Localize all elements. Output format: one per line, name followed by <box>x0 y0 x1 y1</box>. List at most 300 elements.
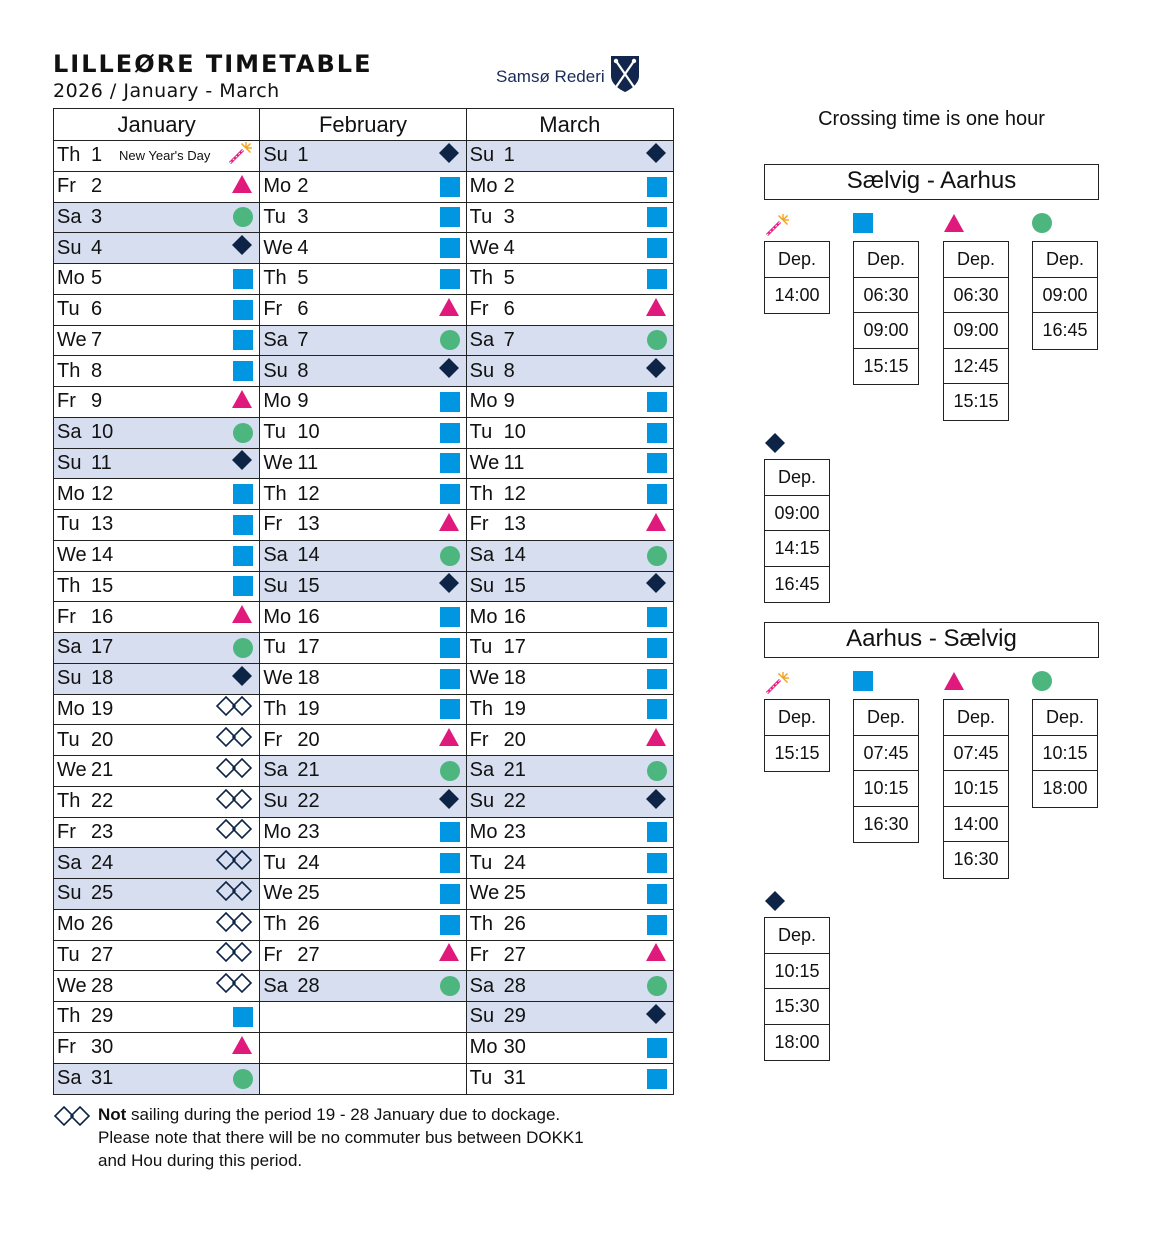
departure-table <box>764 699 830 772</box>
calendar-day-row <box>54 1002 259 1033</box>
schedule-symbol <box>647 484 667 504</box>
day-number: 29 <box>91 1005 114 1028</box>
schedule-symbol <box>647 761 667 781</box>
weekday-label: Th <box>57 790 81 813</box>
calendar-day-row <box>54 572 259 603</box>
weekday-label: Fr <box>57 605 76 628</box>
day-number: 20 <box>91 728 114 751</box>
schedule-symbol <box>647 853 667 873</box>
circle-icon <box>647 976 667 996</box>
day-number: 9 <box>297 390 309 413</box>
calendar-day-row <box>260 356 465 387</box>
weekday-label: We <box>469 236 500 259</box>
day-number: 18 <box>503 667 526 690</box>
weekday-label: Th <box>469 482 493 505</box>
day-number: 26 <box>91 913 114 936</box>
schedule-symbol <box>233 1069 253 1089</box>
calendar-day-row <box>467 418 673 449</box>
circle-icon <box>440 546 460 566</box>
departure-header: Dep. <box>854 700 918 736</box>
schedule-symbol <box>233 638 253 658</box>
route-symbol <box>853 671 873 696</box>
schedule-symbol <box>440 699 460 719</box>
triangle-icon <box>943 220 965 237</box>
schedule-symbol <box>233 300 253 320</box>
weekday-label: Mo <box>57 267 85 290</box>
square-icon <box>647 1069 667 1089</box>
weekday-label: We <box>469 882 500 905</box>
day-number: 1 <box>297 144 309 167</box>
schedule-symbol <box>645 727 667 753</box>
schedule-symbol <box>440 484 460 504</box>
day-number: 17 <box>503 636 526 659</box>
calendar-day-row <box>260 1002 465 1033</box>
weekday-label: Tu <box>469 1067 493 1090</box>
calendar-day-row <box>260 264 465 295</box>
day-number: 11 <box>503 451 525 474</box>
weekday-label: Su <box>469 144 495 167</box>
departure-time: 09:00 <box>765 496 829 532</box>
weekday-label: Th <box>263 482 287 505</box>
diamond-icon <box>645 357 667 385</box>
calendar-day-row <box>54 725 259 756</box>
day-number: 2 <box>91 175 103 198</box>
weekday-label: Sa <box>57 851 82 874</box>
no-sailing-icon <box>215 880 253 908</box>
departure-time: 07:45 <box>854 736 918 772</box>
calendar-day-row <box>260 449 465 480</box>
diamond-icon <box>438 572 460 600</box>
calendar-day-row <box>54 264 259 295</box>
calendar-day-row <box>54 295 259 326</box>
schedule-symbol <box>647 546 667 566</box>
schedule-symbol <box>647 699 667 719</box>
square-icon <box>440 269 460 289</box>
calendar-day-row <box>54 387 259 418</box>
departure-time: 16:30 <box>953 849 999 869</box>
calendar-day-row <box>467 879 673 910</box>
departure-table <box>1032 241 1098 350</box>
weekday-label: Mo <box>469 605 498 628</box>
square-icon <box>440 177 460 197</box>
square-icon <box>440 853 460 873</box>
page-subtitle: 2026 / January - March <box>53 80 280 102</box>
schedule-symbol <box>215 972 253 1000</box>
calendar-day-row <box>54 449 259 480</box>
departure-header: Dep. <box>765 242 829 278</box>
calendar-day-row <box>260 664 465 695</box>
square-icon <box>233 484 253 504</box>
day-number: 12 <box>503 482 526 505</box>
schedule-symbol <box>440 238 460 258</box>
departure-time: 16:30 <box>863 813 909 834</box>
calendar-columns <box>54 141 673 1094</box>
departure-time: 12:45 <box>944 349 1008 385</box>
weekday-label: Su <box>57 236 82 259</box>
square-icon <box>647 177 667 197</box>
no-sailing-icon <box>215 941 253 969</box>
departure-header: Dep. <box>765 700 829 736</box>
circle-icon <box>233 638 253 658</box>
weekday-label: Sa <box>469 974 495 997</box>
diamond-icon <box>645 788 667 816</box>
day-number: 27 <box>91 943 114 966</box>
day-number: 18 <box>297 667 320 690</box>
month-column-january <box>54 141 260 1094</box>
calendar-day-row <box>260 725 465 756</box>
schedule-symbol <box>440 269 460 289</box>
schedule-symbol <box>645 572 667 600</box>
calendar-day-row <box>54 910 259 941</box>
diamond-icon <box>764 899 786 916</box>
calendar-day-row <box>467 695 673 726</box>
calendar-day-row <box>467 387 673 418</box>
weekday-label: We <box>57 974 87 997</box>
weekday-label: Su <box>469 790 495 813</box>
day-number: 3 <box>297 205 309 228</box>
weekday-label: Th <box>57 1005 81 1028</box>
departure-header: Dep. <box>1033 242 1097 278</box>
calendar-day-row <box>260 695 465 726</box>
day-number: 24 <box>297 851 320 874</box>
departure-time: 06:30 <box>854 278 918 314</box>
schedule-symbol <box>647 822 667 842</box>
weekday-label: Mo <box>263 820 292 843</box>
route-header: Sælvig - Aarhus <box>764 164 1099 200</box>
calendar-day-row <box>260 203 465 234</box>
weekday-label: Su <box>263 790 288 813</box>
no-sailing-icon <box>215 849 253 877</box>
day-number: 22 <box>91 790 114 813</box>
schedule-symbol <box>647 207 667 227</box>
day-number: 19 <box>503 697 526 720</box>
calendar-day-row <box>467 449 673 480</box>
calendar-day-row <box>260 233 465 264</box>
calendar-day-row <box>467 787 673 818</box>
schedule-symbol <box>438 727 460 753</box>
weekday-label: Mo <box>263 390 292 413</box>
day-number: 6 <box>297 298 309 321</box>
triangle-icon <box>943 678 965 695</box>
day-number: 7 <box>91 328 103 351</box>
diamond-icon <box>438 788 460 816</box>
day-number: 4 <box>297 236 309 259</box>
schedule-symbol <box>440 638 460 658</box>
weekday-label: Mo <box>57 482 85 505</box>
calendar-day-row <box>54 879 259 910</box>
calendar-day-row <box>467 910 673 941</box>
day-number: 11 <box>91 451 112 474</box>
schedule-symbol <box>231 234 253 262</box>
logo-text: Samsø Rederi <box>496 67 605 86</box>
schedule-symbol <box>645 297 667 323</box>
schedule-symbol <box>215 941 253 969</box>
weekday-label: Tu <box>57 298 80 321</box>
route-symbol <box>764 671 790 700</box>
day-number: 15 <box>503 574 526 597</box>
circle-icon <box>233 207 253 227</box>
schedule-symbol <box>645 512 667 538</box>
weekday-label: Mo <box>469 820 498 843</box>
weekday-label: Mo <box>263 605 292 628</box>
weekday-label: Sa <box>469 328 495 351</box>
calendar-day-row <box>260 971 465 1002</box>
day-number: 2 <box>503 175 515 198</box>
day-number: 21 <box>297 759 320 782</box>
schedule-symbol <box>440 884 460 904</box>
departure-time: 07:45 <box>944 736 1008 772</box>
schedule-symbol <box>647 392 667 412</box>
square-icon <box>647 392 667 412</box>
schedule-symbol <box>647 453 667 473</box>
schedule-symbol <box>440 669 460 689</box>
schedule-symbol <box>645 788 667 816</box>
square-icon <box>440 423 460 443</box>
schedule-symbol <box>440 207 460 227</box>
calendar-day-row <box>467 1064 673 1095</box>
schedule-symbol <box>440 976 460 996</box>
weekday-label: Fr <box>57 175 76 198</box>
weekday-label: We <box>57 544 87 567</box>
calendar-day-row <box>467 172 673 203</box>
schedule-symbol <box>227 141 253 171</box>
departure-time: 09:00 <box>1033 278 1097 314</box>
calendar-day-row <box>467 141 673 172</box>
note-text-3: and Hou during this period. <box>98 1151 303 1170</box>
day-number: 19 <box>91 697 114 720</box>
day-number: 12 <box>297 482 320 505</box>
schedule-symbol <box>215 911 253 939</box>
calendar-day-row <box>467 941 673 972</box>
triangle-icon <box>438 297 460 323</box>
day-number: 21 <box>91 759 114 782</box>
day-number: 26 <box>297 913 320 936</box>
weekday-label: We <box>469 451 500 474</box>
calendar-day-row <box>54 1064 259 1095</box>
month-header-march: March <box>539 112 601 137</box>
schedule-symbol <box>231 449 253 477</box>
schedule-symbol <box>438 297 460 323</box>
schedule-symbol <box>231 174 253 200</box>
calendar-day-row <box>54 971 259 1002</box>
day-number: 3 <box>503 205 515 228</box>
day-number: 10 <box>503 421 526 444</box>
departure-time: 16:45 <box>774 573 820 594</box>
weekday-label: Mo <box>469 175 498 198</box>
calendar-day-row <box>260 418 465 449</box>
calendar-day-row <box>54 848 259 879</box>
calendar-day-row <box>54 326 259 357</box>
schedule-symbol <box>438 572 460 600</box>
square-icon <box>647 638 667 658</box>
schedule-symbol <box>440 853 460 873</box>
calendar-day-row <box>260 1033 465 1064</box>
day-number: 15 <box>91 574 114 597</box>
calendar-day-row <box>467 479 673 510</box>
square-icon <box>440 207 460 227</box>
weekday-label: Sa <box>57 205 82 228</box>
circle-icon <box>647 546 667 566</box>
weekday-label: Fr <box>57 1036 76 1059</box>
triangle-icon <box>438 727 460 753</box>
no-sailing-icon <box>215 757 253 785</box>
day-number: 14 <box>503 544 526 567</box>
day-number: 2 <box>297 175 309 198</box>
diamond-icon <box>231 665 253 693</box>
weekday-label: We <box>263 667 293 690</box>
square-icon <box>647 699 667 719</box>
schedule-symbol <box>647 423 667 443</box>
weekday-label: Tu <box>263 851 286 874</box>
day-number: 4 <box>91 236 103 259</box>
triangle-icon <box>438 512 460 538</box>
calendar-day-row <box>260 941 465 972</box>
circle-icon <box>440 976 460 996</box>
day-number: 7 <box>297 328 309 351</box>
weekday-label: Tu <box>469 851 493 874</box>
square-icon <box>440 238 460 258</box>
calendar-day-row <box>54 510 259 541</box>
weekday-label: Th <box>469 913 493 936</box>
square-icon <box>853 671 873 691</box>
weekday-label: Tu <box>263 636 286 659</box>
day-number: 16 <box>503 605 526 628</box>
departure-time: 10:15 <box>765 954 829 990</box>
month-header-january: January <box>54 109 260 140</box>
departure-time: 15:15 <box>953 391 999 411</box>
calendar-day-row <box>260 172 465 203</box>
square-icon <box>233 269 253 289</box>
schedule-symbol <box>647 607 667 627</box>
square-icon <box>647 207 667 227</box>
schedule-symbol <box>647 269 667 289</box>
schedule-symbol <box>647 1038 667 1058</box>
day-number: 17 <box>297 636 320 659</box>
day-number: 1 <box>503 144 515 167</box>
diamond-icon <box>438 142 460 170</box>
day-number: 23 <box>91 820 114 843</box>
holiday-label: New Year's Day <box>119 148 211 164</box>
departure-header: Dep. <box>944 242 1008 278</box>
weekday-label: We <box>57 759 87 782</box>
weekday-label: Fr <box>469 513 489 536</box>
weekday-label: Su <box>57 451 82 474</box>
weekday-label: Sa <box>57 636 82 659</box>
square-icon <box>647 669 667 689</box>
schedule-symbol <box>215 880 253 908</box>
weekday-label: Mo <box>263 175 292 198</box>
schedule-symbol <box>647 1069 667 1089</box>
note-text-1: sailing during the period 19 - 28 January due to dockage. <box>126 1105 561 1124</box>
square-icon <box>440 699 460 719</box>
schedule-symbol <box>647 238 667 258</box>
calendar-day-row <box>260 295 465 326</box>
departure-time: 09:00 <box>854 313 918 349</box>
square-icon <box>440 822 460 842</box>
day-number: 24 <box>503 851 526 874</box>
calendar-day-row <box>54 756 259 787</box>
day-number: 29 <box>503 1005 526 1028</box>
circle-icon <box>647 330 667 350</box>
day-number: 30 <box>91 1036 114 1059</box>
departure-table <box>764 241 830 314</box>
weekday-label: We <box>469 667 500 690</box>
route-symbol <box>1032 671 1052 696</box>
departure-table <box>853 241 919 385</box>
calendar-table <box>53 108 674 1095</box>
day-number: 20 <box>503 728 526 751</box>
crossing-time-text: Crossing time is one hour <box>818 108 1045 130</box>
triangle-icon <box>231 1035 253 1061</box>
schedule-symbol <box>231 1035 253 1061</box>
weekday-label: Su <box>263 574 288 597</box>
day-number: 22 <box>297 790 320 813</box>
day-number: 31 <box>503 1067 526 1090</box>
triangle-icon <box>645 942 667 968</box>
square-icon <box>233 361 253 381</box>
calendar-day-row <box>467 633 673 664</box>
calendar-day-row <box>260 141 465 172</box>
weekday-label: Fr <box>57 390 76 413</box>
route-symbol <box>943 213 965 238</box>
day-number: 26 <box>503 913 526 936</box>
departure-table <box>853 699 919 843</box>
departure-table <box>1032 699 1098 808</box>
month-header-february: February <box>260 109 466 140</box>
calendar-day-row <box>54 633 259 664</box>
triangle-icon <box>645 297 667 323</box>
route-symbol <box>1032 213 1052 238</box>
calendar-day-row <box>54 356 259 387</box>
schedule-symbol <box>440 177 460 197</box>
square-icon <box>440 884 460 904</box>
day-number: 14 <box>91 544 114 567</box>
day-number: 4 <box>503 236 515 259</box>
departure-header: Dep. <box>854 242 918 278</box>
calendar-day-row <box>467 356 673 387</box>
weekday-label: Su <box>57 882 82 905</box>
circle-icon <box>440 761 460 781</box>
square-icon <box>647 884 667 904</box>
calendar-day-row <box>54 602 259 633</box>
weekday-label: Th <box>469 267 493 290</box>
weekday-label: Th <box>57 574 81 597</box>
schedule-symbol <box>233 546 253 566</box>
weekday-label: Mo <box>469 390 498 413</box>
day-number: 21 <box>503 759 526 782</box>
square-icon <box>647 1038 667 1058</box>
schedule-symbol <box>440 423 460 443</box>
weekday-label: Su <box>469 1005 495 1028</box>
calendar-day-row <box>467 602 673 633</box>
square-icon <box>647 822 667 842</box>
day-number: 25 <box>503 882 526 905</box>
weekday-label: Fr <box>263 513 283 536</box>
no-sailing-icon <box>215 726 253 754</box>
day-number: 13 <box>503 513 526 536</box>
schedule-symbol <box>231 604 253 630</box>
departure-time: 09:00 <box>944 313 1008 349</box>
calendar-day-row <box>467 295 673 326</box>
square-icon <box>647 853 667 873</box>
departure-header: Dep. <box>944 700 1008 736</box>
no-sailing-icon <box>53 1112 91 1131</box>
calendar-day-row <box>260 572 465 603</box>
departure-time: 15:15 <box>774 742 820 763</box>
weekday-label: Mo <box>57 697 85 720</box>
schedule-symbol <box>647 915 667 935</box>
no-sailing-icon <box>215 972 253 1000</box>
